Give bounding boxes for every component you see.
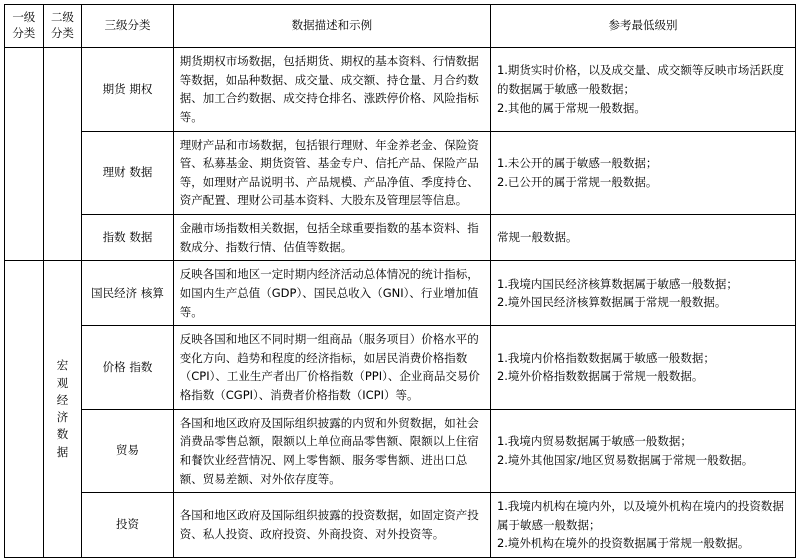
level2-char: 数 <box>56 427 69 442</box>
column-header-min-level: 参考最低级别 <box>490 5 795 48</box>
min-level-line: 2.境外机构在境外的投资数据属于常规一般数据。 <box>496 536 750 551</box>
min-level-line: 1.我境内贸易数据属于敏感一般数据； <box>496 434 692 449</box>
table-row <box>5 131 796 215</box>
min-level-cell <box>490 48 795 132</box>
classification-table <box>4 4 796 558</box>
min-level-cell <box>490 409 795 493</box>
column-header-level1-line2: 分类 <box>12 26 36 40</box>
table-row <box>5 48 796 132</box>
description-cell: 各国和地区政府及国际组织披露的投资数据，如固定资产投资、私人投资、政府投资、外商投资、对外投资等。 <box>173 493 490 558</box>
group1-level1-cell <box>5 48 44 261</box>
column-header-level2-line2: 分类 <box>50 26 74 40</box>
description-cell: 金融市场指数相关数据，包括全球重要指数的基本资料、指数成分、指数行情、估值等数据。 <box>173 215 490 261</box>
min-level-cell <box>490 261 795 326</box>
min-level-line: 1.我境内价格指数数据属于敏感一般数据； <box>496 350 715 365</box>
min-level-line: 常规一般数据。 <box>496 230 578 245</box>
group2-level1-cell <box>5 261 44 558</box>
min-level-line: 1.期货实时价格，以及成交量、成交额等反映市场活跃度 <box>496 63 784 78</box>
min-level-line: 属于敏感一般数据； <box>496 517 601 532</box>
column-header-description: 数据描述和示例 <box>173 5 490 48</box>
level3-cell <box>82 131 174 215</box>
level3-label-line2: 核算 <box>140 285 164 300</box>
group2-level2-cell <box>43 261 82 558</box>
min-level-cell <box>490 493 795 558</box>
description-cell: 反映各国和地区不同时期一组商品（服务项目）价格水平的变化方向、趋势和程度的经济指标，如居民消费价格指数（CPI）、工业生产者出厂价格指数（PPI）、企业商品交易价格指数（CGPI）、消费者价格指数（ICPI）等。 <box>173 326 490 410</box>
level3-label-line1: 理财 <box>102 165 126 180</box>
level3-label-line1: 国民经济 <box>91 285 138 300</box>
min-level-line: 2.境外价格指数数据属于常规一般数据。 <box>496 369 704 384</box>
min-level-line: 的数据属于敏感一般数据； <box>496 81 635 96</box>
column-header-level1-line1: 一级 <box>12 10 36 25</box>
level3-cell <box>82 48 174 132</box>
level3-cell <box>82 326 174 410</box>
level3-cell <box>82 261 174 326</box>
min-level-line: 2.境外其他国家/地区贸易数据属于常规一般数据。 <box>496 452 754 467</box>
level3-label-line2: 数据 <box>129 165 153 180</box>
description-cell: 反映各国和地区一定时期内经济活动总体情况的统计指标，如国内生产总值（GDP）、国民总收入（GNI）、行业增加值等。 <box>173 261 490 326</box>
column-header-level2-line1: 二级 <box>50 10 74 25</box>
level3-label-line1: 投资 <box>116 517 139 532</box>
level3-label-line1: 贸易 <box>116 443 139 458</box>
column-header-level3: 三级分类 <box>82 5 174 48</box>
level3-label-line2: 期权 <box>129 81 153 96</box>
table-row <box>5 215 796 261</box>
table-row <box>5 409 796 493</box>
table-row <box>5 261 796 326</box>
group1-level2-cell <box>43 48 82 261</box>
level3-cell <box>82 215 174 261</box>
min-level-line: 2.已公开的属于常规一般数据。 <box>496 174 658 189</box>
level3-cell <box>82 493 174 558</box>
description-cell: 期货期权市场数据，包括期货、期权的基本资料、行情数据等数据，如品种数据、成交量、成交额、持仓量、月合约数据、加工合约数据、成交持仓排名、涨跌停价格、风险指标等。 <box>173 48 490 132</box>
column-header-level1 <box>5 5 44 48</box>
level3-cell <box>82 409 174 493</box>
level3-label-line1: 期货 <box>102 81 126 96</box>
description-cell: 各国和地区政府及国际组织披露的内贸和外贸数据，如社会消费品零售总额，限额以上单位商品零售额、限额以上住宿和餐饮业经营情况、网上零售额、服务零售额、进出口总额、贸易差额、对外依存度等。 <box>173 409 490 493</box>
table-row <box>5 326 796 410</box>
level2-char: 济 <box>56 410 69 425</box>
table-row <box>5 493 796 558</box>
min-level-line: 1.我境内国民经济核算数据属于敏感一般数据； <box>496 276 738 291</box>
level3-label-line2: 数据 <box>129 230 153 244</box>
column-header-level2 <box>43 5 82 48</box>
level3-label-line2: 指数 <box>129 359 153 374</box>
min-level-line: 2.其他的属于常规一般数据。 <box>496 100 646 115</box>
level3-label-line1: 指数 <box>102 230 126 244</box>
level2-char: 据 <box>56 444 69 459</box>
table-header-row <box>5 5 796 48</box>
min-level-line: 1.我境内机构在境内外，以及境外机构在境内的投资数据 <box>496 499 784 514</box>
description-cell: 理财产品和市场数据，包括银行理财、年金养老金、保险资管、私募基金、期货资管、基金专户、信托产品、保险产品等，如理财产品说明书、产品规模、产品净值、季度持仓、资产配置、理财公司基本资料、大股东及管理层等信息。 <box>173 131 490 215</box>
min-level-cell <box>490 131 795 215</box>
level2-char: 经 <box>56 392 69 407</box>
min-level-cell <box>490 326 795 410</box>
level3-label-line1: 价格 <box>102 359 126 374</box>
level2-char: 宏 <box>56 358 69 373</box>
min-level-line: 1.未公开的属于敏感一般数据； <box>496 156 658 171</box>
min-level-cell <box>490 215 795 261</box>
level2-char: 观 <box>56 375 69 390</box>
min-level-line: 2.境外国民经济核算数据属于常规一般数据。 <box>496 295 727 310</box>
